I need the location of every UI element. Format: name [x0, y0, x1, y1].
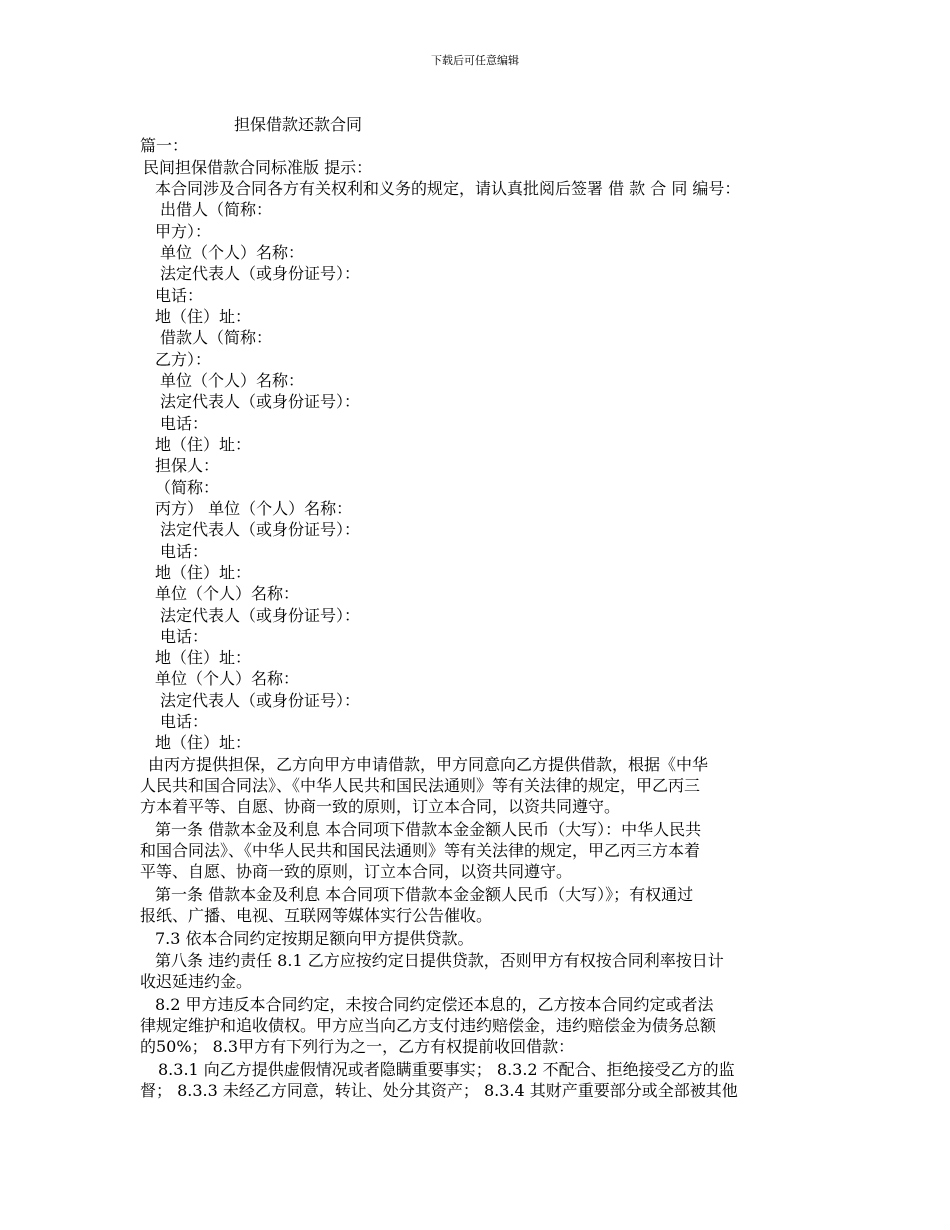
text-line: 本合同涉及合同各方有关权利和义务的规定，请认真批阅后签署 借 款 合 同 编号：: [155, 179, 741, 198]
text-line: 第一条 借款本金及利息 本合同项下借款本金金额人民币（大写）》；有权通过: [155, 885, 694, 904]
text-line: 篇一：: [140, 136, 189, 155]
text-line: 8.2 甲方违反本合同约定，未按合同约定偿还本息的，乙方按本合同约定或者法: [155, 995, 714, 1014]
text-line: 地（住）址：: [155, 435, 252, 454]
text-line: 地（住）址：: [155, 733, 252, 752]
text-line: 甲方）：: [155, 222, 212, 241]
text-line: 方本着平等、自愿、协商一致的原则，订立本合同，以资共同遵守。: [140, 797, 621, 816]
text-line: 和国合同法》、《中华人民共和国民法通则》等有关法律的规定，甲乙丙三方本着: [140, 841, 701, 860]
text-line: 丙方） 单位（个人）名称：: [155, 499, 353, 518]
page-header: 下载后可任意编辑: [431, 54, 519, 67]
text-line: 第八条 违约责任 8.1 乙方应按约定日提供贷款，否则甲方有权按合同利率按日计: [155, 951, 724, 970]
text-line: （简称：: [155, 478, 220, 497]
text-line: 法定代表人（或身份证号）：: [160, 520, 361, 539]
text-line: 7.3 依本合同约定按期足额向甲方提供贷款。: [155, 929, 474, 948]
text-line: 地（住）址：: [155, 563, 252, 582]
text-line: 人民共和国合同法》、《中华人民共和国民法通则》等有关法律的规定，甲乙丙三: [140, 776, 701, 795]
text-line: 的50%； 8.3甲方有下列行为之一，乙方有权提前收回借款：: [140, 1037, 575, 1056]
text-line: 担保人：: [155, 456, 220, 475]
text-line: 法定代表人（或身份证号）：: [160, 264, 361, 283]
text-line: 单位（个人）名称：: [160, 371, 305, 390]
text-line: 律规定维护和追收债权。甲方应当向乙方支付违约赔偿金，违约赔偿金为债务总额: [140, 1016, 717, 1035]
text-line: 平等、自愿、协商一致的原则，订立本合同，以资共同遵守。: [140, 862, 573, 881]
text-line: 出借人（简称：: [160, 200, 273, 219]
text-line: 法定代表人（或身份证号）：: [160, 606, 361, 625]
text-line: 单位（个人）名称：: [155, 584, 300, 603]
text-line: 电话：: [160, 627, 209, 646]
text-line: 由丙方提供担保，乙方向甲方申请借款，甲方同意向乙方提供借款，根据《中华: [148, 755, 709, 774]
text-line: 收迟延违约金。: [140, 972, 253, 991]
text-line: 民间担保借款合同标准版 提示：: [143, 158, 373, 177]
text-line: 8.3.1 向乙方提供虚假情况或者隐瞒重要事实； 8.3.2 不配合、拒绝接受乙方的监: [158, 1060, 735, 1079]
text-line: 借款人（简称：: [160, 328, 273, 347]
text-line: 电话：: [160, 542, 209, 561]
text-line: 电话：: [160, 414, 209, 433]
text-line: 地（住）址：: [155, 307, 252, 326]
text-line: 督； 8.3.3 未经乙方同意，转让、处分其资产； 8.3.4 其财产重要部分或全部被其他: [140, 1081, 738, 1100]
text-line: 电话：: [155, 286, 204, 305]
text-line: 电话：: [160, 712, 209, 731]
text-line: 法定代表人（或身份证号）：: [160, 691, 361, 710]
text-line: 第一条 借款本金及利息 本合同项下借款本金金额人民币（大写）：中华人民共: [155, 820, 702, 839]
text-line: 乙方）：: [155, 350, 212, 369]
text-line: 单位（个人）名称：: [155, 669, 300, 688]
text-line: 地（住）址：: [155, 648, 252, 667]
document-title: 担保借款还款合同: [234, 115, 363, 134]
text-line: 报纸、广播、电视、互联网等媒体实行公告催收。: [140, 906, 493, 925]
text-line: 单位（个人）名称：: [160, 243, 305, 262]
text-line: 法定代表人（或身份证号）：: [160, 392, 361, 411]
